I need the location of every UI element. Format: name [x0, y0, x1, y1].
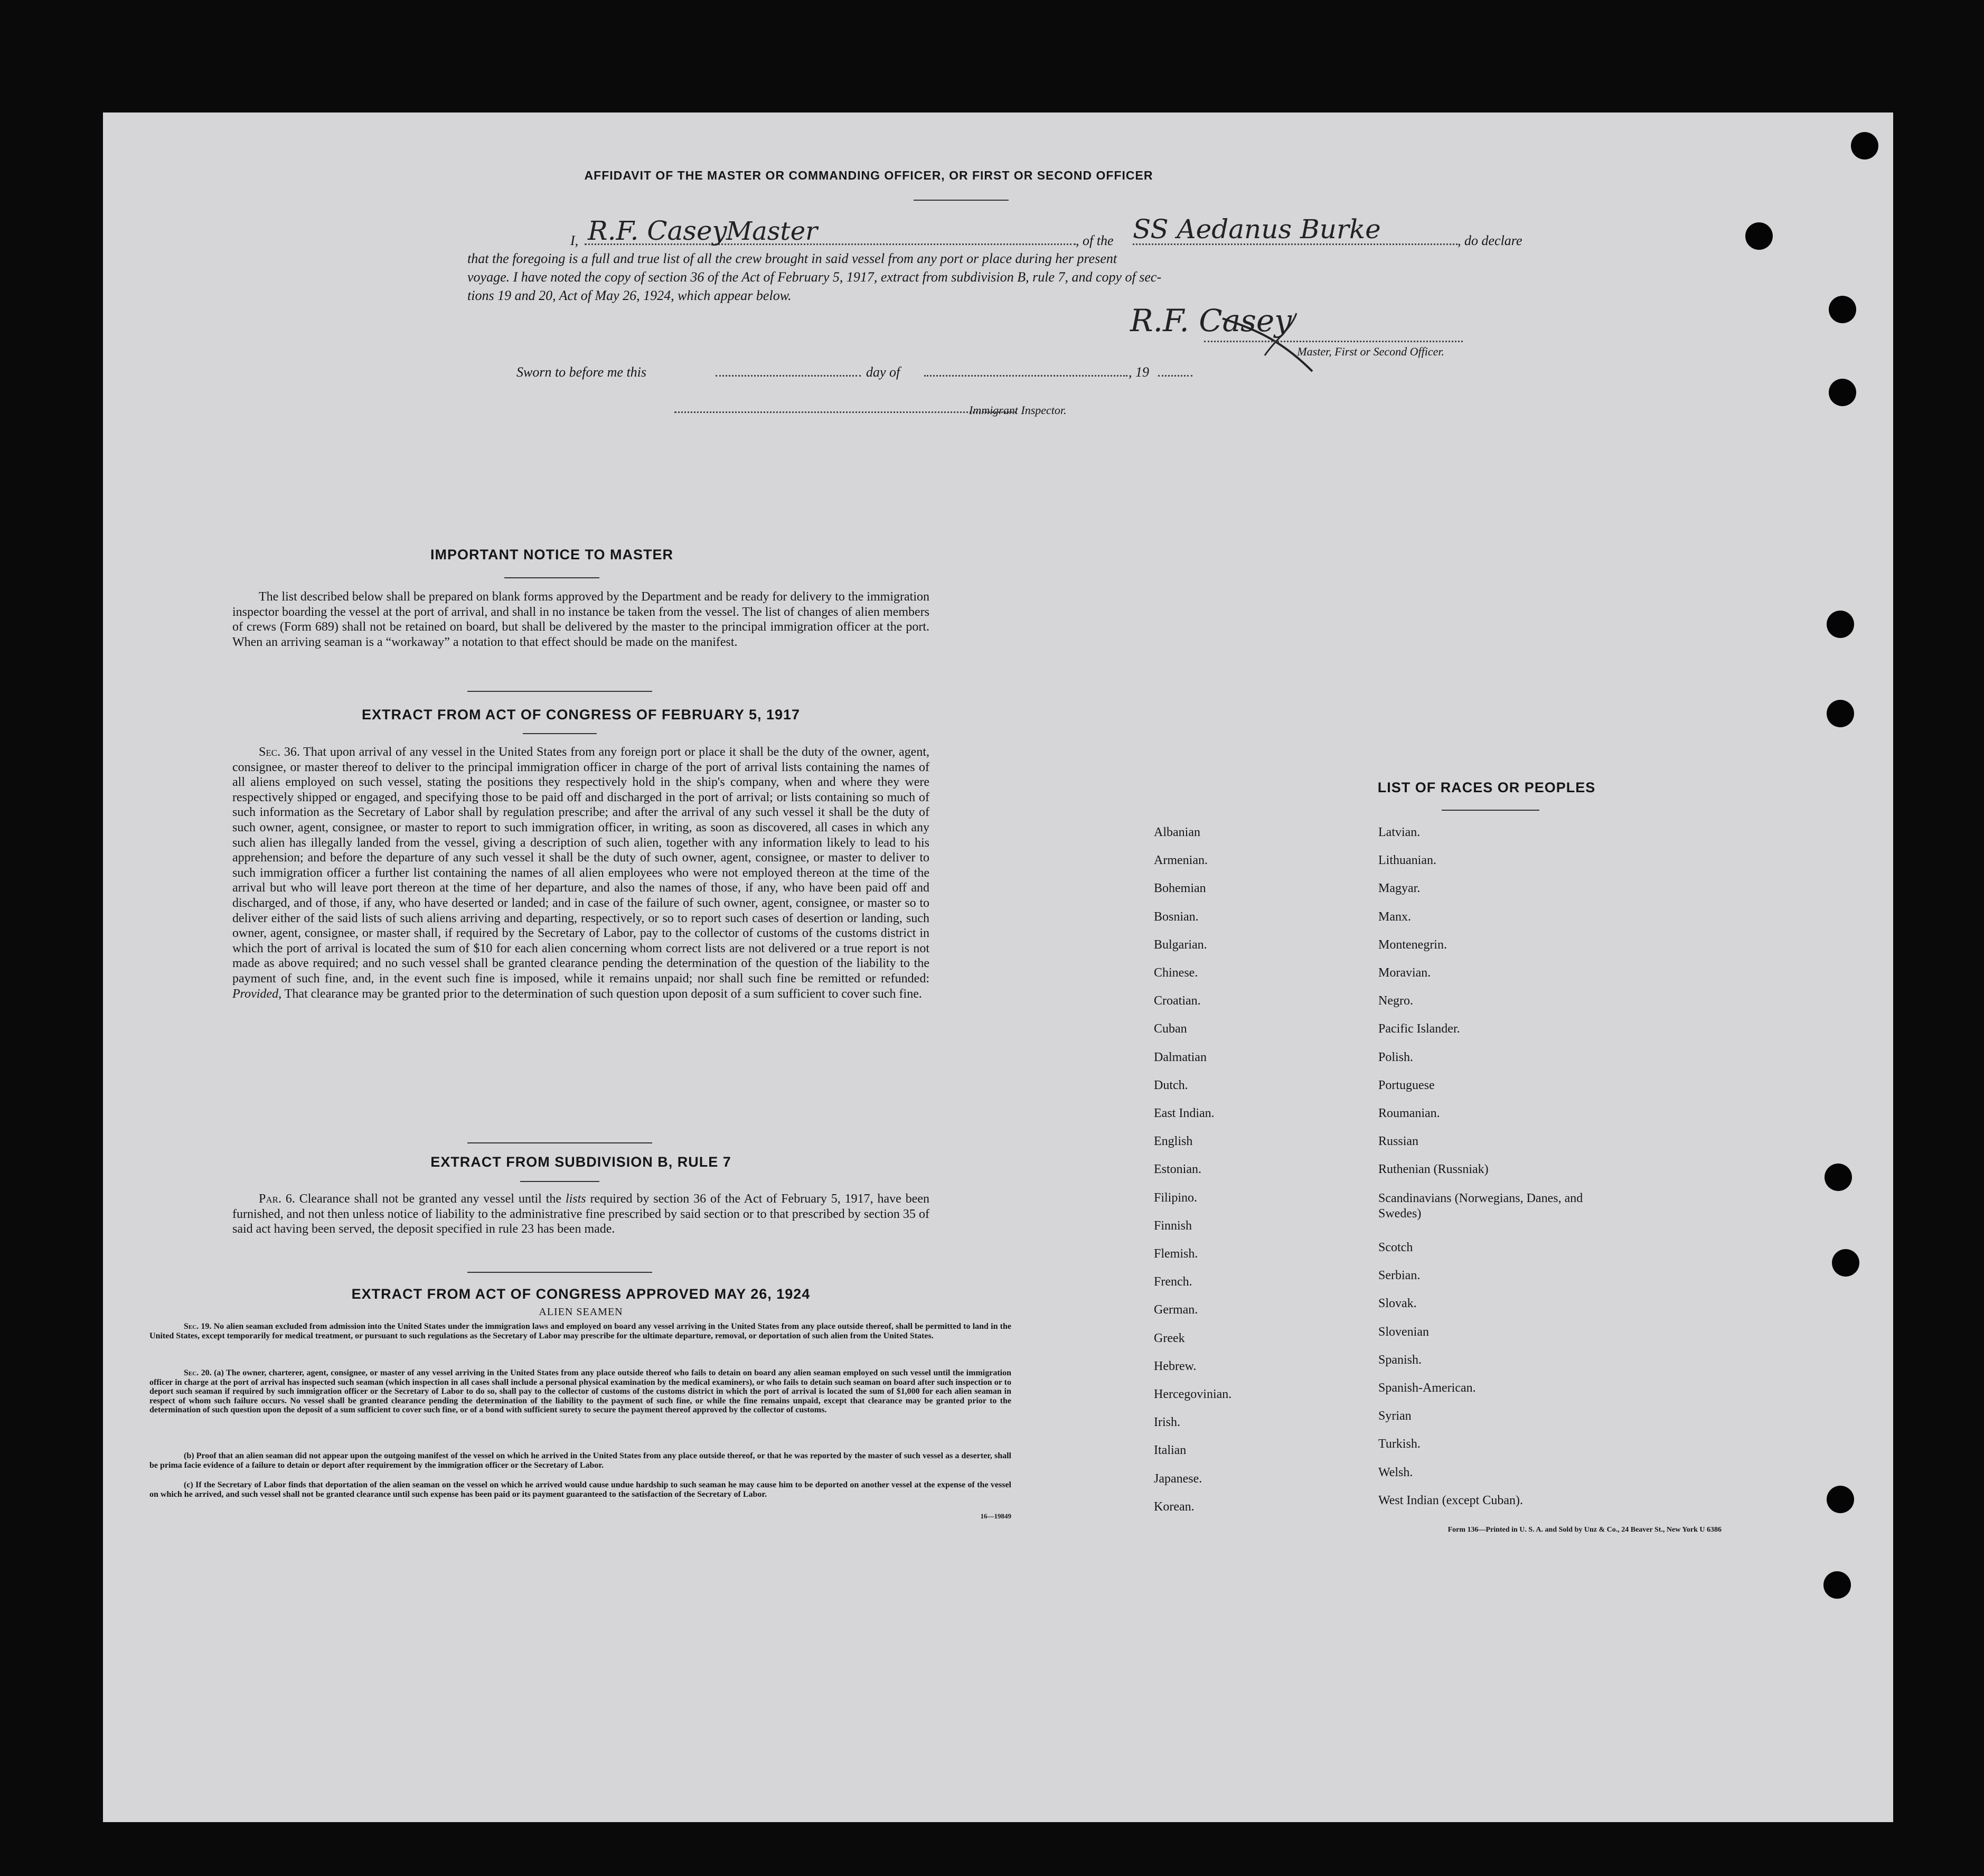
section-divider-3 [467, 1272, 652, 1273]
section-divider-1 [467, 691, 652, 692]
race-item: Negro. [1378, 994, 1413, 1008]
sec-36-text: That upon arrival of any vessel in the United States from any foreign port or place it shall be the duty of the owner, agent, consignee, or master thereof to deliver to the principal immigration officer in charge of the port of arrival lists containing the names of all aliens employed on such vessel, stating the positions they respectively hold in the ship's company, when and where they were respectively shipped or engaged, and specifying those to be paid off and discharged in the port of arrival; or lists containing so much of such information as the Secretary of Labor shall by regulation prescribe; and after the arrival of any such vessel it shall be the duty of such owner, agent, consignee, or master to report to such immigration officer, in writing, as soon as discovered, all cases in which any such alien has illegally landed from the vessel, giving a description of such alien, together with any information likely to lead to his apprehension; and before the departure of any such vessel it shall be the duty of such owner, agent, consignee, or master to deliver to such immigration officer a further list containing the names of all alien employees who were not employed thereon at the time of the arrival but who will leave port thereon at the time of her departure, and also the names of those, if any, who have been paid off and discharged, and of those, if any, who have deserted or landed; and in case of the failure of such owner, agent, consignee, or master so to deliver either of the said lists of such aliens arriving and departing, respectively, or so to report such cases of desertion or landing, such owner, agent, consignee, or master shall, if required by the Secretary of Labor, pay to the collector of customs of the customs district in which the port of arrival is located the sum of $10 for each alien concerning whom correct lists are not delivered or a true report is not made as above required; and no such vessel shall be granted clearance pending the determination of the question of the liability to the payment of such fine, and, in the event such fine is imposed, while it remains unpaid; nor shall such fine be remitted or refunded: [232, 745, 929, 986]
sworn-year-line [1158, 375, 1192, 377]
race-item: German. [1154, 1303, 1198, 1317]
extract-rule7-body [232, 1192, 929, 1237]
punch-hole [1851, 132, 1878, 160]
race-item: Roumanian. [1378, 1106, 1440, 1120]
sec-36-label: Sec. 36. [259, 745, 300, 759]
sec-19-text: No alien seaman excluded from admission into the United States under the immigration laws and employed on board any vessel arriving in the United States from any place outside thereof, shall be permitted to land in the United States, except temporarily for medical treatment, or pursuant to such regulations as the Secretary of Labor may prescribe for the ultimate departure, removal, or deportation of such alien from the United States. [149, 1322, 1012, 1340]
sec-20a-paragraph [149, 1368, 1011, 1415]
document-page [103, 112, 1893, 1822]
inspector-caption: Immigrant Inspector. [969, 404, 1067, 417]
section-divider-2 [467, 1142, 652, 1143]
race-item: Slovenian [1378, 1325, 1429, 1339]
statement-line-3: tions 19 and 20, Act of May 26, 1924, which appear below. [467, 288, 792, 303]
race-item: Scandinavians (Norwegians, Danes, and Swedes) [1378, 1191, 1583, 1221]
extract-1924-title: EXTRACT FROM ACT OF CONGRESS APPROVED MAY 26, 1924 [351, 1286, 811, 1302]
race-item: Manx. [1378, 909, 1411, 924]
statement-line-2: voyage. I have noted the copy of section 36 of the Act of February 5, 1917, extract from subdivision B, rule 7, and copy of sec- [467, 269, 1162, 285]
race-item: Greek [1154, 1331, 1185, 1345]
sworn-day-of: day of [866, 364, 900, 380]
race-item: Croatian. [1154, 994, 1201, 1008]
races-title: LIST OF RACES OR PEOPLES [1377, 780, 1596, 795]
notice-body: The list described below shall be prepared on blank forms approved by the Department and be ready for delivery to the immigration inspector boarding the vessel at the port of arrival, and shall in no instance be taken from the vessel. The list of changes of alien members of crews (Form 689) shall not be retained on board, but shall be delivered by the master to the principal immigration officer at the port. When an arriving seaman is a “workaway” a notation to that effect should be made on the manifest. [232, 590, 929, 649]
race-item: Serbian. [1378, 1269, 1421, 1283]
race-item: Lithuanian. [1378, 853, 1436, 868]
race-item: Bohemian [1154, 881, 1206, 896]
sec-19-label: Sec. 19. [184, 1322, 212, 1331]
race-item: Dalmatian [1154, 1050, 1207, 1064]
race-item: Albanian [1154, 826, 1200, 839]
race-item: Scotch [1378, 1241, 1413, 1254]
statement-line-1: that the foregoing is a full and true list of all the crew brought in said vessel from any port or place during her present [467, 251, 1117, 266]
races-divider [1442, 810, 1539, 811]
par-6-text-2: required by section 36 of the Act of February 5, 1917, have been furnished, and not then unless notice of liability to the administrative fine prescribed by said section or to that prescribed by section 35 of said act having been served, the deposit specified in rule 23 has been made. [232, 1192, 930, 1236]
of-the-text: , of the [1076, 233, 1114, 248]
race-item: English [1154, 1134, 1193, 1149]
race-item: Bulgarian. [1154, 937, 1207, 952]
affidavit-title: AFFIDAVIT OF THE MASTER OR COMMANDING OFFICER, OR FIRST OR SECOND OFFICER [584, 168, 1153, 182]
race-item: Slovak. [1378, 1297, 1417, 1311]
extract-1924-subtitle: ALIEN SEAMEN [539, 1306, 623, 1318]
race-item: Estonian. [1154, 1162, 1201, 1177]
race-item: Pacific Islander. [1378, 1022, 1460, 1036]
inspector-line [674, 411, 1017, 413]
race-item: Flemish. [1154, 1247, 1198, 1261]
race-item: Montenegrin. [1378, 937, 1447, 952]
notice-divider [504, 577, 599, 578]
race-item: Cuban [1154, 1022, 1187, 1036]
race-item: East Indian. [1154, 1106, 1215, 1120]
sec-20a-text: (a) The owner, charterer, agent, consignee, or master of any vessel arriving in the United States from any place outside thereof who fails to detain on board any alien seaman employed on such vessel until the immigration officer in charge at the port of arrival has inspected such seaman (which inspection in all cases shall include a personal physical examination by the medical examiners), or who fails to detain such seaman on board after such inspection or to deport such seaman if required by such immigration officer or the Secretary of Labor to do so, shall pay to the collector of customs of the customs district in which the port of arrival is located the sum of $1,000 for each alien seaman in respect of whom such failure occurs. No vessel shall be granted clearance pending the determination of the liability to the payment of such fine, or while the fine remains unpaid, except that clearance may be granted prior to the determination of such question upon the deposit of a sum sufficient to cover such fine, or of a bond with sufficient surety to secure the payment thereof approved by the collector of customs. [149, 1368, 1011, 1414]
par-6-text-1: Clearance shall not be granted any vessel until the [299, 1192, 562, 1206]
race-item: Spanish. [1378, 1353, 1422, 1367]
par-6-label: Par. 6. [259, 1192, 295, 1206]
punch-hole [1832, 1249, 1859, 1277]
race-item: Chinese. [1154, 966, 1198, 980]
race-item: Spanish-American. [1378, 1381, 1476, 1395]
sec-19-paragraph [149, 1322, 1011, 1340]
punch-hole [1827, 611, 1854, 638]
punch-hole [1827, 700, 1854, 727]
punch-hole [1829, 296, 1856, 323]
proviso-word: Provided, [232, 987, 282, 1001]
punch-hole [1823, 1571, 1851, 1599]
race-item: Ruthenian (Russniak) [1378, 1162, 1489, 1177]
race-item: West Indian (except Cuban). [1378, 1493, 1523, 1507]
race-item: French. [1154, 1275, 1192, 1289]
race-item: Welsh. [1378, 1465, 1413, 1479]
handwritten-vessel: SS Aedanus Burke [1133, 214, 1381, 245]
race-item: Russian [1378, 1134, 1419, 1149]
handwritten-signature: R.F. Casey [1130, 303, 1292, 339]
punch-hole [1827, 1486, 1854, 1513]
race-item: Finnish [1154, 1218, 1192, 1233]
race-item: Bosnian. [1154, 909, 1199, 924]
extract-rule7-divider [520, 1181, 599, 1182]
title-divider [914, 200, 1009, 201]
extract-rule7-title: EXTRACT FROM SUBDIVISION B, RULE 7 [430, 1154, 731, 1170]
race-item: Armenian. [1154, 853, 1208, 868]
race-item: Italian [1154, 1443, 1187, 1458]
race-item: Polish. [1378, 1050, 1414, 1064]
printer-footer: Form 136—Printed in U. S. A. and Sold by Unz & Co., 24 Beaver St., New York U 6386 [1447, 1526, 1722, 1534]
race-item: Irish. [1154, 1415, 1180, 1430]
lists-word: lists [565, 1192, 586, 1206]
signature-flourish [1212, 308, 1318, 377]
sworn-year: , 19 [1129, 364, 1149, 380]
signature-line [1204, 341, 1463, 342]
i-prefix: I, [570, 233, 579, 248]
race-item: Latvian. [1378, 826, 1421, 839]
sec-20c-paragraph: (c) If the Secretary of Labor finds that deportation of the alien seaman on the vessel on which he arrived would cause undue hardship to such seaman he may cause him to be deported on another vessel at the expense of the vessel on which he arrived, and such vessel shall not be granted clearance until such expense has been paid or its payment guaranteed to the satisfaction of the Secretary of Labor. [149, 1480, 1011, 1499]
handwritten-signer: R.F. Casey [588, 215, 727, 246]
race-item: Hercegovinian. [1154, 1387, 1232, 1401]
sworn-prefix: Sworn to before me this [516, 364, 647, 380]
do-declare-text: , do declare [1458, 233, 1522, 248]
sworn-day-line [716, 375, 861, 377]
handwritten-rank: Master [726, 217, 818, 246]
sec-20b-paragraph: (b) Proof that an alien seaman did not appear upon the outgoing manifest of the vessel on which he arrived in the United States from any place outside thereof, or that he was reported by the master of such vessel as a deserter, shall be prima facie evidence of a failure to detain or deport after requirement by the immigration officer or the Secretary of Labor. [149, 1451, 1011, 1470]
signature-caption: Master, First or Second Officer. [1297, 345, 1444, 358]
race-item: Filipino. [1154, 1190, 1198, 1205]
sec-20-label: Sec. 20. [184, 1368, 212, 1377]
notice-title: IMPORTANT NOTICE TO MASTER [430, 547, 673, 562]
race-item: Portuguese [1378, 1078, 1435, 1092]
race-item: Syrian [1378, 1409, 1412, 1423]
race-item: Korean. [1154, 1499, 1195, 1514]
race-item: Magyar. [1378, 881, 1421, 896]
proviso-text: That clearance may be granted prior to the determination of such question upon deposit of a sum sufficient to cover such fine. [284, 987, 922, 1001]
race-item: Japanese. [1154, 1471, 1202, 1486]
punch-hole [1745, 222, 1773, 250]
punch-hole [1825, 1164, 1852, 1191]
extract-1917-divider [523, 733, 597, 734]
race-item: Hebrew. [1154, 1359, 1197, 1373]
race-item: Moravian. [1378, 966, 1431, 980]
punch-hole [1829, 379, 1856, 406]
sworn-month-line [924, 375, 1127, 377]
race-item: Dutch. [1154, 1078, 1188, 1092]
race-item: Turkish. [1378, 1437, 1421, 1451]
extract-1917-title: EXTRACT FROM ACT OF CONGRESS OF FEBRUARY 5, 1917 [361, 707, 801, 723]
form-code: 16—19849 [980, 1512, 1011, 1520]
extract-1917-body [232, 745, 929, 1001]
